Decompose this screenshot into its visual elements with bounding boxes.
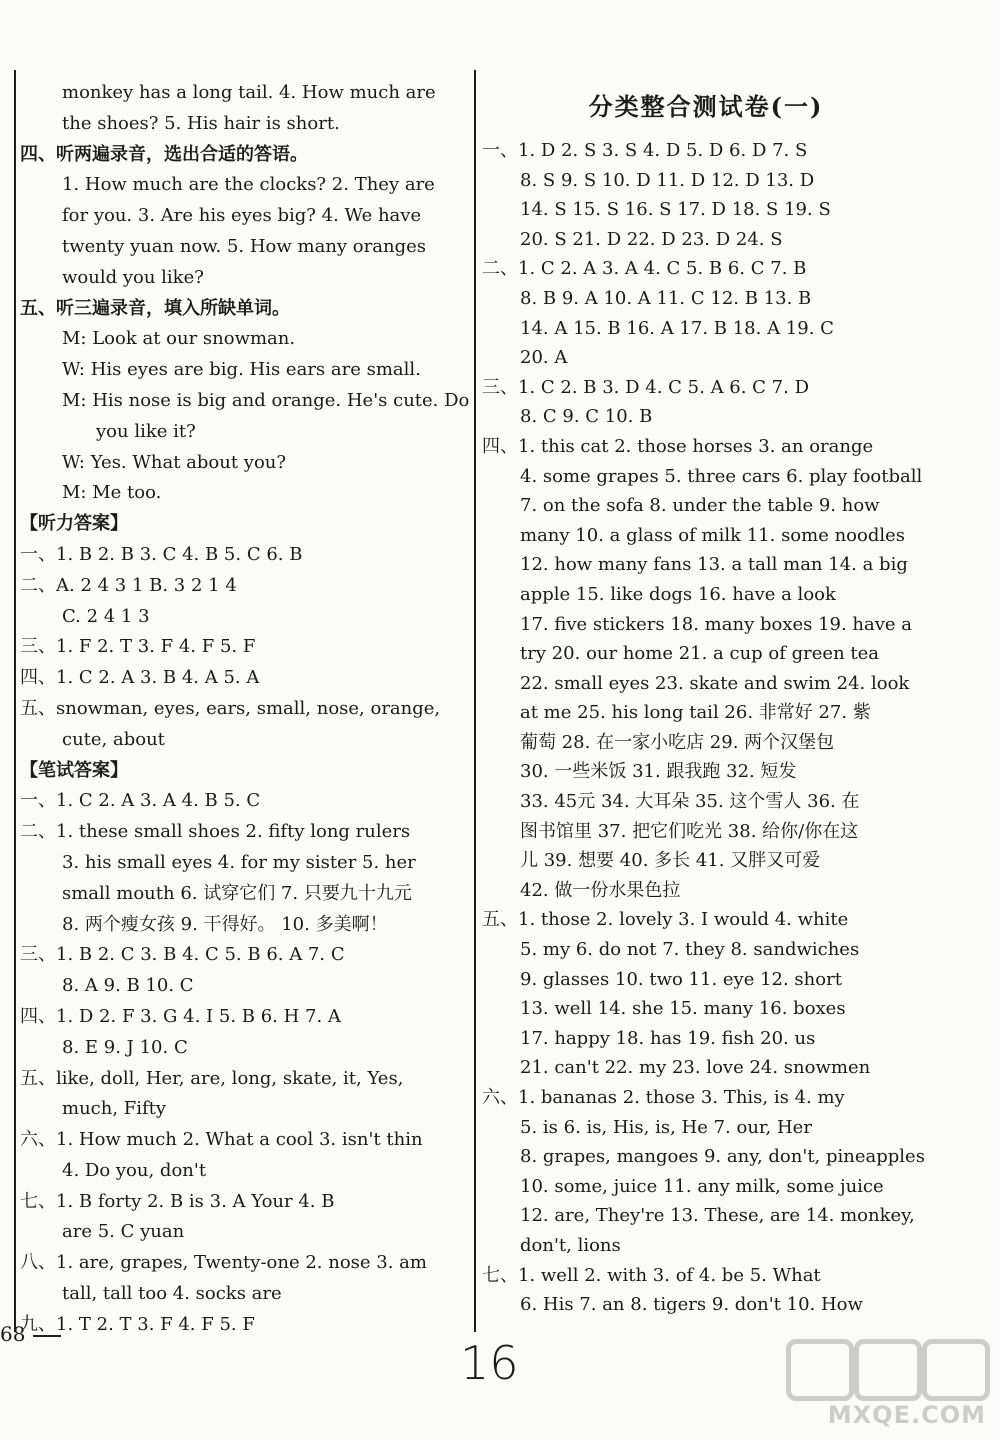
answer-line: 【听力答案】 xyxy=(20,513,128,535)
answer-line: 4. some grapes 5. three cars 6. play football xyxy=(520,465,923,487)
answer-line: 42. 做一份水果色拉 xyxy=(520,879,681,901)
watermark-box-icon xyxy=(786,1339,854,1401)
answer-line: twenty yuan now. 5. How many oranges xyxy=(62,235,426,257)
answer-line: 一、1. B 2. B 3. C 4. B 5. C 6. B xyxy=(20,543,303,565)
answer-line: 三、1. F 2. T 3. F 4. F 5. F xyxy=(20,636,256,658)
test-title: 分类整合测试卷(一) xyxy=(588,92,824,121)
answer-line: W: His eyes are big. His ears are small. xyxy=(62,359,421,381)
answer-line: at me 25. his long tail 26. 非常好 27. 紫 xyxy=(520,702,871,724)
right-answer-column xyxy=(482,78,930,1320)
answer-line: 8. B 9. A 10. A 11. C 12. B 13. B xyxy=(520,287,812,309)
answer-line: 1. How much are the clocks? 2. They are xyxy=(62,174,435,196)
answer-line: 33. 45元 34. 大耳朵 35. 这个雪人 36. 在 xyxy=(520,791,860,813)
column-divider xyxy=(474,70,476,1332)
answer-line: 八、1. are, grapes, Twenty-one 2. nose 3. am xyxy=(20,1252,427,1274)
answer-line: 17. happy 18. has 19. fish 20. us xyxy=(520,1027,816,1049)
answer-line: 8. 两个瘦女孩 9. 干得好。 10. 多美啊！ xyxy=(62,913,388,935)
answer-line: the shoes? 5. His hair is short. xyxy=(62,112,340,134)
answer-line: 四、听两遍录音，选出合适的答语。 xyxy=(20,143,308,165)
answer-line: are 5. C yuan xyxy=(62,1221,185,1243)
answer-line: 四、1. this cat 2. those horses 3. an orange xyxy=(482,435,874,457)
handwritten-page-mark: 16 xyxy=(460,1336,519,1390)
answer-line: apple 15. like dogs 16. have a look xyxy=(520,583,836,605)
answer-line: M: His nose is big and orange. He's cute. Do xyxy=(62,389,470,411)
answer-line: you like it? xyxy=(96,420,196,442)
answer-line: 三、1. C 2. B 3. D 4. C 5. A 6. C 7. D xyxy=(482,376,810,398)
answer-line: 四、1. D 2. F 3. G 4. I 5. B 6. H 7. A xyxy=(20,1005,341,1027)
answer-line: tall, tall too 4. socks are xyxy=(62,1283,282,1305)
answer-line: 8. A 9. B 10. C xyxy=(62,975,194,997)
answer-line: 20. S 21. D 22. D 23. D 24. S xyxy=(520,228,783,250)
answer-line: 10. some, juice 11. any milk, some juice xyxy=(520,1175,884,1197)
answer-line: 一、1. D 2. S 3. S 4. D 5. D 6. D 7. S xyxy=(482,140,808,161)
answer-line: 8. C 9. C 10. B xyxy=(520,406,653,428)
answer-line: M: Me too. xyxy=(62,482,162,504)
answer-line: 12. how many fans 13. a tall man 14. a big xyxy=(520,554,908,576)
answer-line: 六、1. How much 2. What a cool 3. isn't thin xyxy=(20,1129,423,1151)
answer-line: 8. S 9. S 10. D 11. D 12. D 13. D xyxy=(520,169,815,191)
answer-line: 一、1. C 2. A 3. A 4. B 5. C xyxy=(20,790,261,812)
answer-line: 20. A xyxy=(520,347,568,369)
watermark-logo xyxy=(786,1339,986,1429)
answer-line: 七、1. well 2. with 3. of 4. be 5. What xyxy=(482,1264,821,1286)
answer-line: 14. A 15. B 16. A 17. B 18. A 19. C xyxy=(520,317,834,339)
answer-line: M: Look at our snowman. xyxy=(62,328,296,350)
answer-line: 5. is 6. is, His, is, He 7. our, Her xyxy=(520,1116,812,1138)
answer-line: 【笔试答案】 xyxy=(20,759,128,781)
answer-line: 6. His 7. an 8. tigers 9. don't 10. How xyxy=(520,1294,863,1316)
answer-line: 二、1. these small shoes 2. fifty long rulers xyxy=(20,821,411,843)
answer-line: 九、1. T 2. T 3. F 4. F 5. F xyxy=(20,1313,255,1335)
answer-line: 22. small eyes 23. skate and swim 24. look xyxy=(520,672,910,694)
answer-line: monkey has a long tail. 4. How much are xyxy=(62,82,436,103)
answer-line: 4. Do you, don't xyxy=(62,1159,207,1181)
left-answer-column xyxy=(20,78,472,1341)
answer-line: try 20. our home 21. a cup of green tea xyxy=(520,643,880,665)
answer-line: 儿 39. 想要 40. 多长 41. 又胖又可爱 xyxy=(520,850,821,872)
answer-line: many 10. a glass of milk 11. some noodles xyxy=(520,524,906,546)
answer-line: 五、snowman, eyes, ears, small, nose, orange, xyxy=(20,697,441,719)
watermark-url: MXQE.COM xyxy=(827,1401,986,1429)
answer-line: much, Fifty xyxy=(62,1098,167,1120)
answer-line: W: Yes. What about you? xyxy=(62,451,287,473)
page-number xyxy=(0,1322,61,1346)
answer-line: 9. glasses 10. two 11. eye 12. short xyxy=(520,968,842,990)
watermark-box-icon xyxy=(854,1339,922,1401)
answer-line: 五、1. those 2. lovely 3. I would 4. white xyxy=(482,909,849,931)
answer-line: 葡萄 28. 在一家小吃店 29. 两个汉堡包 xyxy=(520,731,835,753)
answer-line: 3. his small eyes 4. for my sister 5. her xyxy=(62,851,416,873)
answer-line: 12. are, They're 13. These, are 14. monkey, xyxy=(520,1205,915,1227)
answer-line: 5. my 6. do not 7. they 8. sandwiches xyxy=(520,939,860,961)
answer-line: 30. 一些米饭 31. 跟我跑 32. 短发 xyxy=(520,761,797,783)
left-margin-rule xyxy=(14,70,16,1332)
answer-line: 七、1. B forty 2. B is 3. A Your 4. B xyxy=(20,1190,335,1212)
answer-line: 图书馆里 37. 把它们吃光 38. 给你/你在这 xyxy=(520,820,859,842)
answer-line: 17. five stickers 18. many boxes 19. have a xyxy=(520,613,913,635)
answer-line: 7. on the sofa 8. under the table 9. how xyxy=(520,495,880,517)
answer-line: 13. well 14. she 15. many 16. boxes xyxy=(520,998,846,1020)
answer-line: 14. S 15. S 16. S 17. D 18. S 19. S xyxy=(520,199,831,221)
answer-line: 五、听三遍录音，填入所缺单词。 xyxy=(20,297,290,319)
answer-line: 21. can't 22. my 23. love 24. snowmen xyxy=(520,1057,871,1079)
page-number-dash xyxy=(33,1335,61,1337)
answer-line: don't, lions xyxy=(520,1234,621,1256)
page-number-text: 68 xyxy=(0,1322,26,1346)
answer-line: 三、1. B 2. C 3. B 4. C 5. B 6. A 7. C xyxy=(20,944,345,966)
answer-line: for you. 3. Are his eyes big? 4. We have xyxy=(62,205,422,227)
answer-line: 六、1. bananas 2. those 3. This, is 4. my xyxy=(482,1087,845,1108)
answer-line: 五、like, doll, Her, are, long, skate, it, Yes, xyxy=(20,1067,404,1089)
answer-line: 二、A. 2 4 3 1 B. 3 2 1 4 xyxy=(20,574,237,596)
answer-line: small mouth 6. 试穿它们 7. 只要九十九元 xyxy=(62,882,412,904)
watermark-box-icon xyxy=(922,1339,990,1401)
answer-line: 8. E 9. J 10. C xyxy=(62,1036,188,1058)
answer-line: 四、1. C 2. A 3. B 4. A 5. A xyxy=(20,667,260,689)
answer-line: would you like? xyxy=(62,266,204,288)
answer-line: cute, about xyxy=(62,728,165,750)
answer-line: C. 2 4 1 3 xyxy=(62,605,150,627)
answer-line: 二、1. C 2. A 3. A 4. C 5. B 6. C 7. B xyxy=(482,258,807,280)
answer-line: 8. grapes, mangoes 9. any, don't, pineapples xyxy=(520,1146,925,1168)
